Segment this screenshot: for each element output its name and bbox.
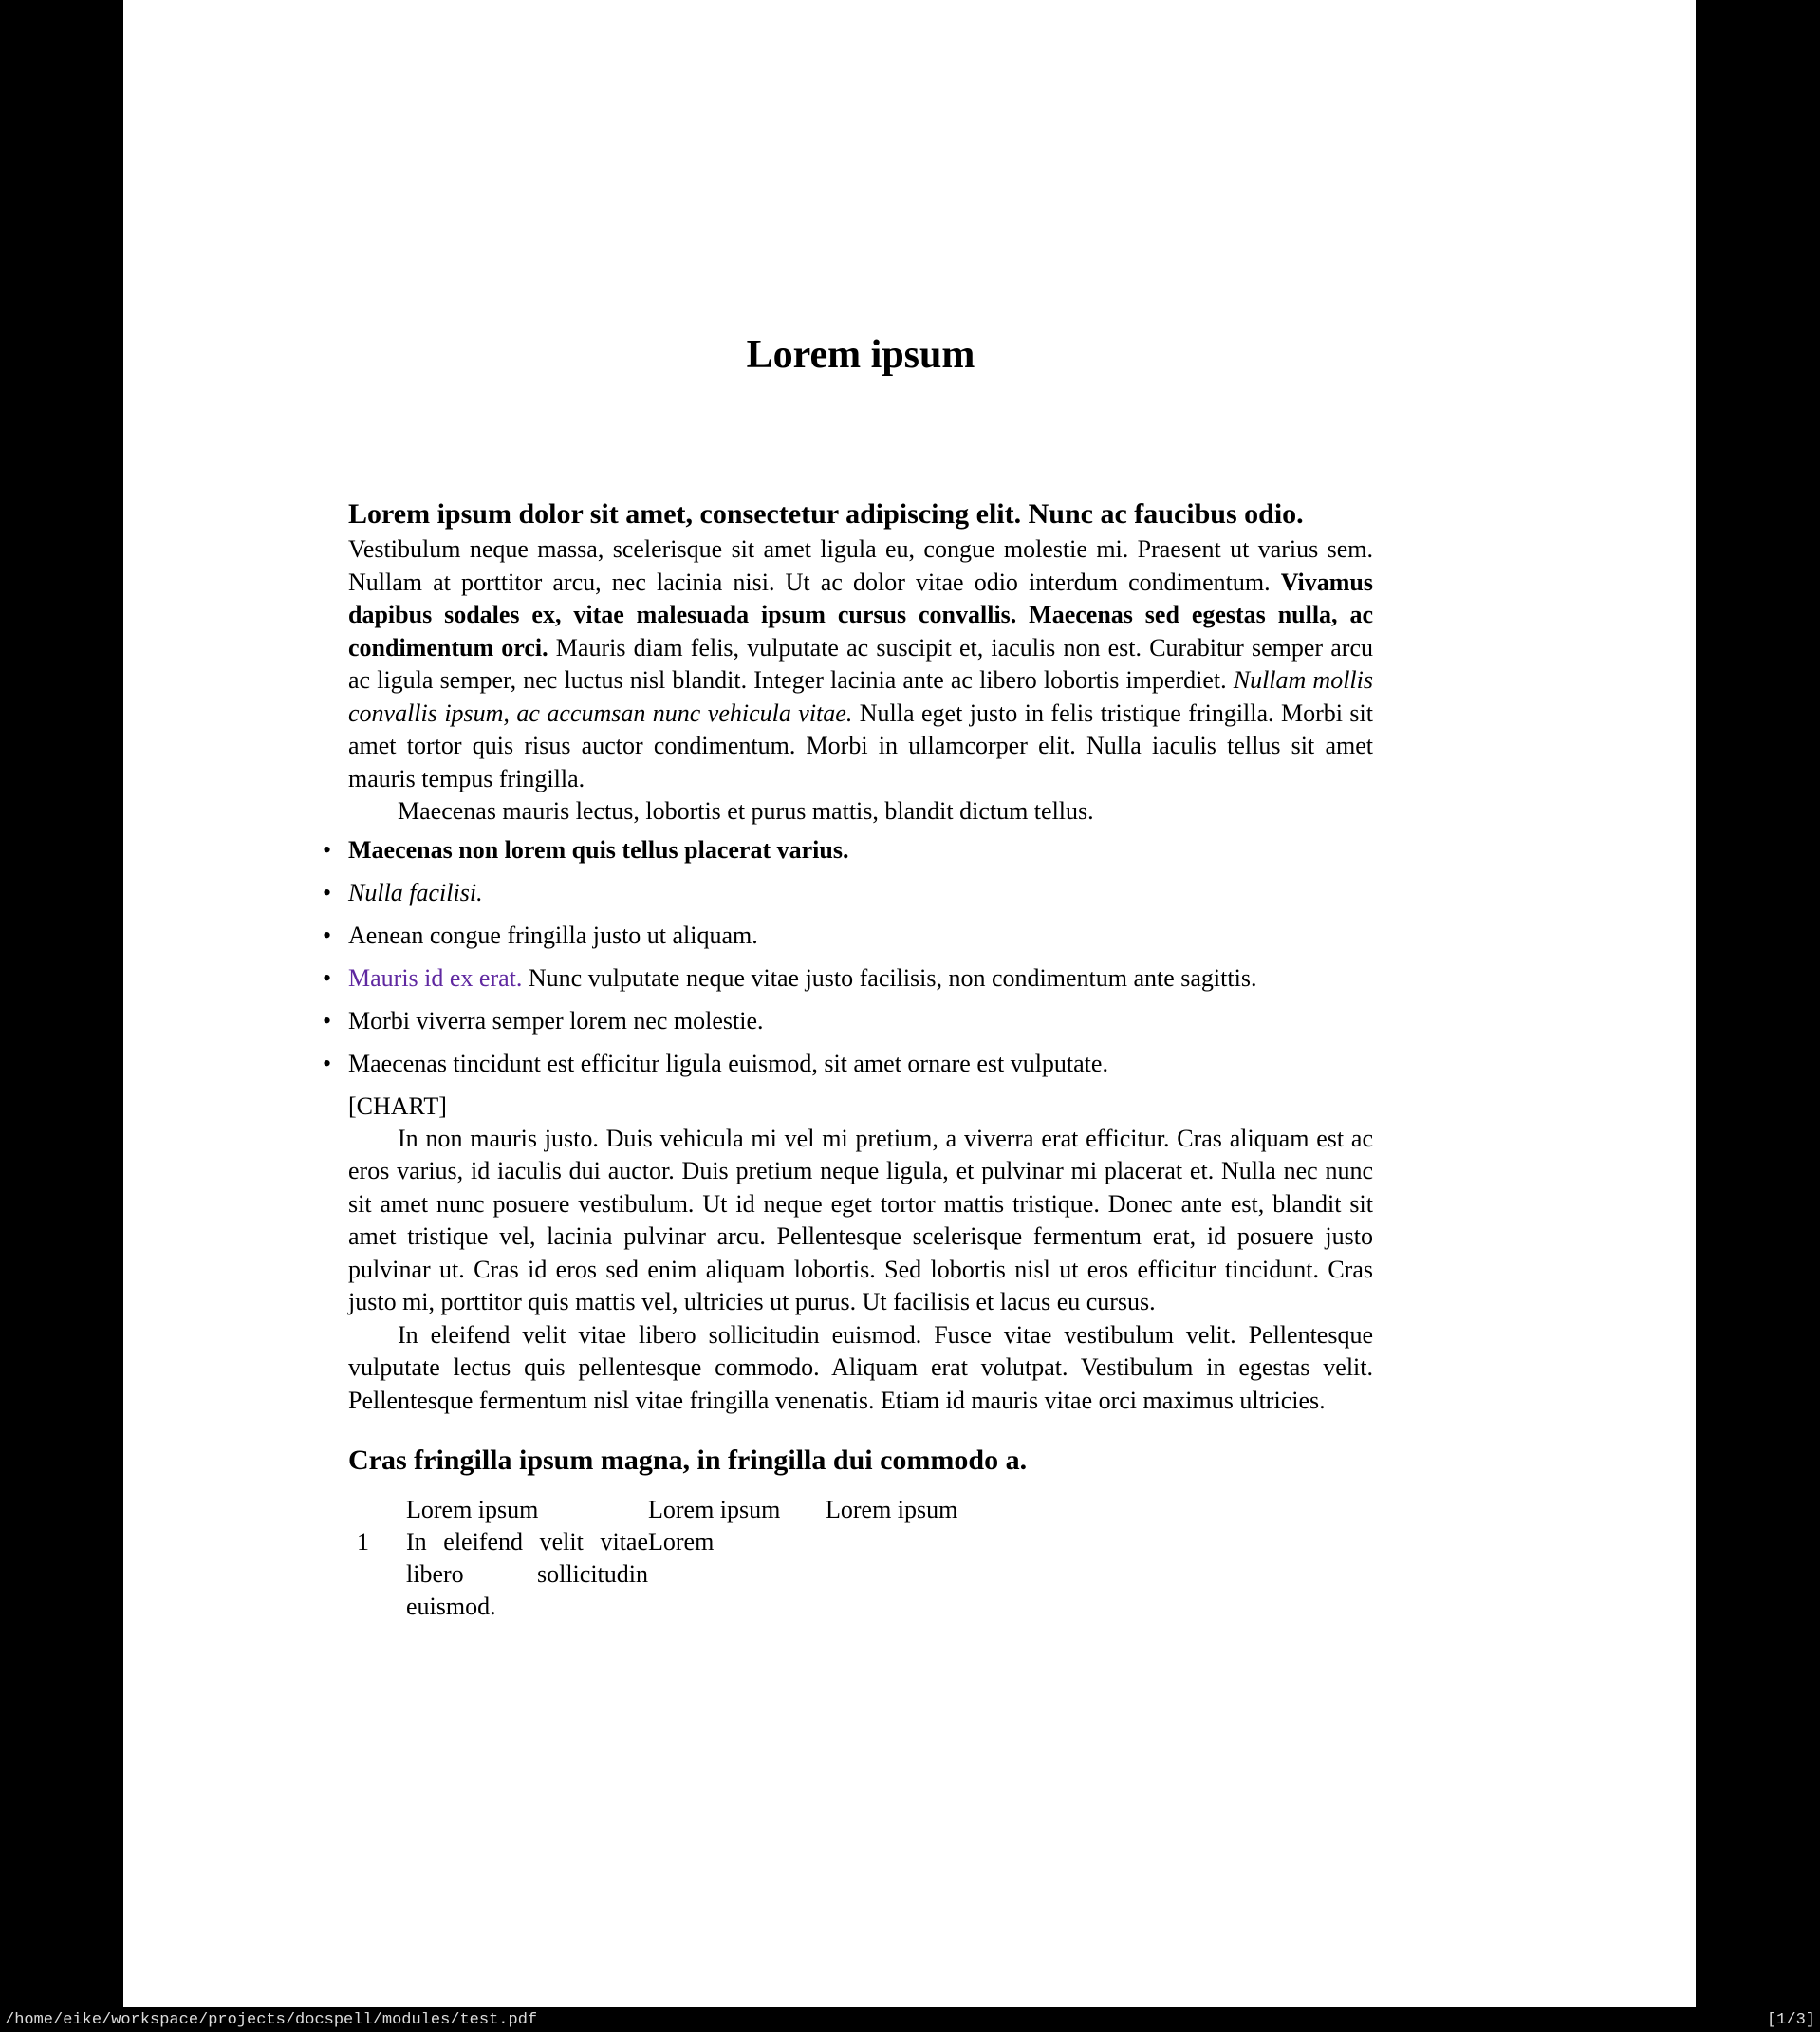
text-run: Mauris diam felis, vulputate ac suscipit et, iaculis non est. Curabitur semper arcu ac ligula semper, nec luctus nisl blandit. Integer lacinia ante ac libero lobortis imperdiet. <box>348 633 1373 694</box>
data-table <box>357 1494 1373 1623</box>
file-path: /home/eike/workspace/projects/docspell/modules/test.pdf <box>5 2010 538 2029</box>
bullet-icon: • <box>323 878 332 906</box>
table-row-cell: In eleifend velit vitae libero sollicitudin euismod. <box>406 1528 648 1620</box>
bullet-icon: • <box>323 1006 332 1035</box>
text-run: Nulla facilisi. <box>348 878 483 906</box>
table-header-cell <box>357 1494 406 1526</box>
bullet-list <box>323 834 1373 1080</box>
section-heading-1: Lorem ipsum dolor sit amet, consectetur adipiscing elit. Nunc ac faucibus odio. <box>348 498 1304 530</box>
list-item <box>323 962 1373 995</box>
bullet-icon: • <box>323 1049 332 1077</box>
text-run: Aenean congue fringilla justo ut aliquam. <box>348 921 758 949</box>
text-run: Maecenas tincidunt est efficitur ligula euismod, sit amet ornare est vulputate. <box>348 1049 1108 1077</box>
list-item <box>323 1005 1373 1037</box>
text-run: Nullam mollis convallis ipsum, ac accumsan nunc vehicula vitae. <box>348 666 1374 727</box>
document-title: Lorem ipsum <box>746 333 975 377</box>
pdf-link[interactable]: Mauris id ex erat. <box>348 963 523 992</box>
text-run: Maecenas non lorem quis tellus placerat varius. <box>348 835 849 864</box>
text-run: Nunc vulputate neque vitae justo facilisis, non condimentum ante sagittis. <box>522 963 1257 992</box>
table-row-cell <box>826 1526 1034 1623</box>
pdf-page <box>123 0 1696 2007</box>
list-item <box>323 877 1373 909</box>
table-row-cell: 1 <box>357 1528 369 1556</box>
paragraph-3: In non mauris justo. Duis vehicula mi vel mi pretium, a viverra erat efficitur. Cras aliquam est ac eros varius, id iaculis dui auctor. Duis pretium neque ligula, et pulvinar mi placerat et. Nulla nec nunc sit amet nunc posuere vestibulum. Ut id neque eget tortor mattis tristique. Donec ante est, blandit sit amet tristique vel, lacinia pulvinar arcu. Pellentesque scelerisque fermentum erat, id posuere justo pulvinar ut. Cras id eros sed enim aliquam lobortis. Sed lobortis nisl ut eros efficitur tincidunt. Cras justo mi, porttitor quis mattis vel, ultricies ut purus. Ut facilisis et lacus eu cursus. <box>348 1124 1373 1315</box>
table-header-cell: Lorem ipsum <box>648 1496 781 1523</box>
text-run: Vivamus dapibus sodales ex, vitae malesuada ipsum cursus convallis. Maecenas sed egestas nulla, ac condimentum orci. <box>348 568 1373 662</box>
table-header-cell: Lorem ipsum <box>826 1496 958 1523</box>
section-heading-2: Cras fringilla ipsum magna, in fringilla dui commodo a. <box>348 1445 1028 1476</box>
chart-placeholder: [CHART] <box>348 1091 447 1120</box>
paragraph-4: In eleifend velit vitae libero sollicitudin euismod. Fusce vitae vestibulum velit. Pellentesque vulputate lectus quis pellentesque commodo. Aliquam erat volutpat. Vestibulum in egestas velit. Pellentesque fermentum nisl vitae fringilla venenatis. Etiam id mauris vitae orci maximus ultricies. <box>348 1320 1373 1414</box>
list-item <box>323 834 1373 867</box>
bullet-icon: • <box>323 963 332 992</box>
page-indicator: [1/3] <box>1766 2010 1815 2029</box>
bullet-icon: • <box>323 921 332 949</box>
table-header-cell: Lorem ipsum <box>406 1496 539 1523</box>
text-run: Vestibulum neque massa, scelerisque sit amet ligula eu, congue molestie mi. Praesent ut varius sem. Nullam at porttitor arcu, nec lacinia nisi. Ut ac dolor vitae odio interdum condimentum. <box>348 535 1373 596</box>
list-item <box>323 1048 1373 1080</box>
list-item <box>323 920 1373 952</box>
paragraph-1 <box>348 533 1373 795</box>
status-bar <box>0 2007 1820 2032</box>
text-run: Morbi viverra semper lorem nec molestie. <box>348 1006 764 1035</box>
bullet-icon: • <box>323 835 332 864</box>
table-row-cell: Lorem <box>648 1528 715 1556</box>
document-content <box>323 0 1374 1623</box>
paragraph-indented: Maecenas mauris lectus, lobortis et purus mattis, blandit dictum tellus. <box>398 797 1094 825</box>
text-run: Nulla eget justo in felis tristique fringilla. Morbi sit amet tortor quis risus auctor condimentum. Morbi in ullamcorper elit. Nulla iaculis tellus sit amet mauris tempus fringilla. <box>348 699 1373 792</box>
